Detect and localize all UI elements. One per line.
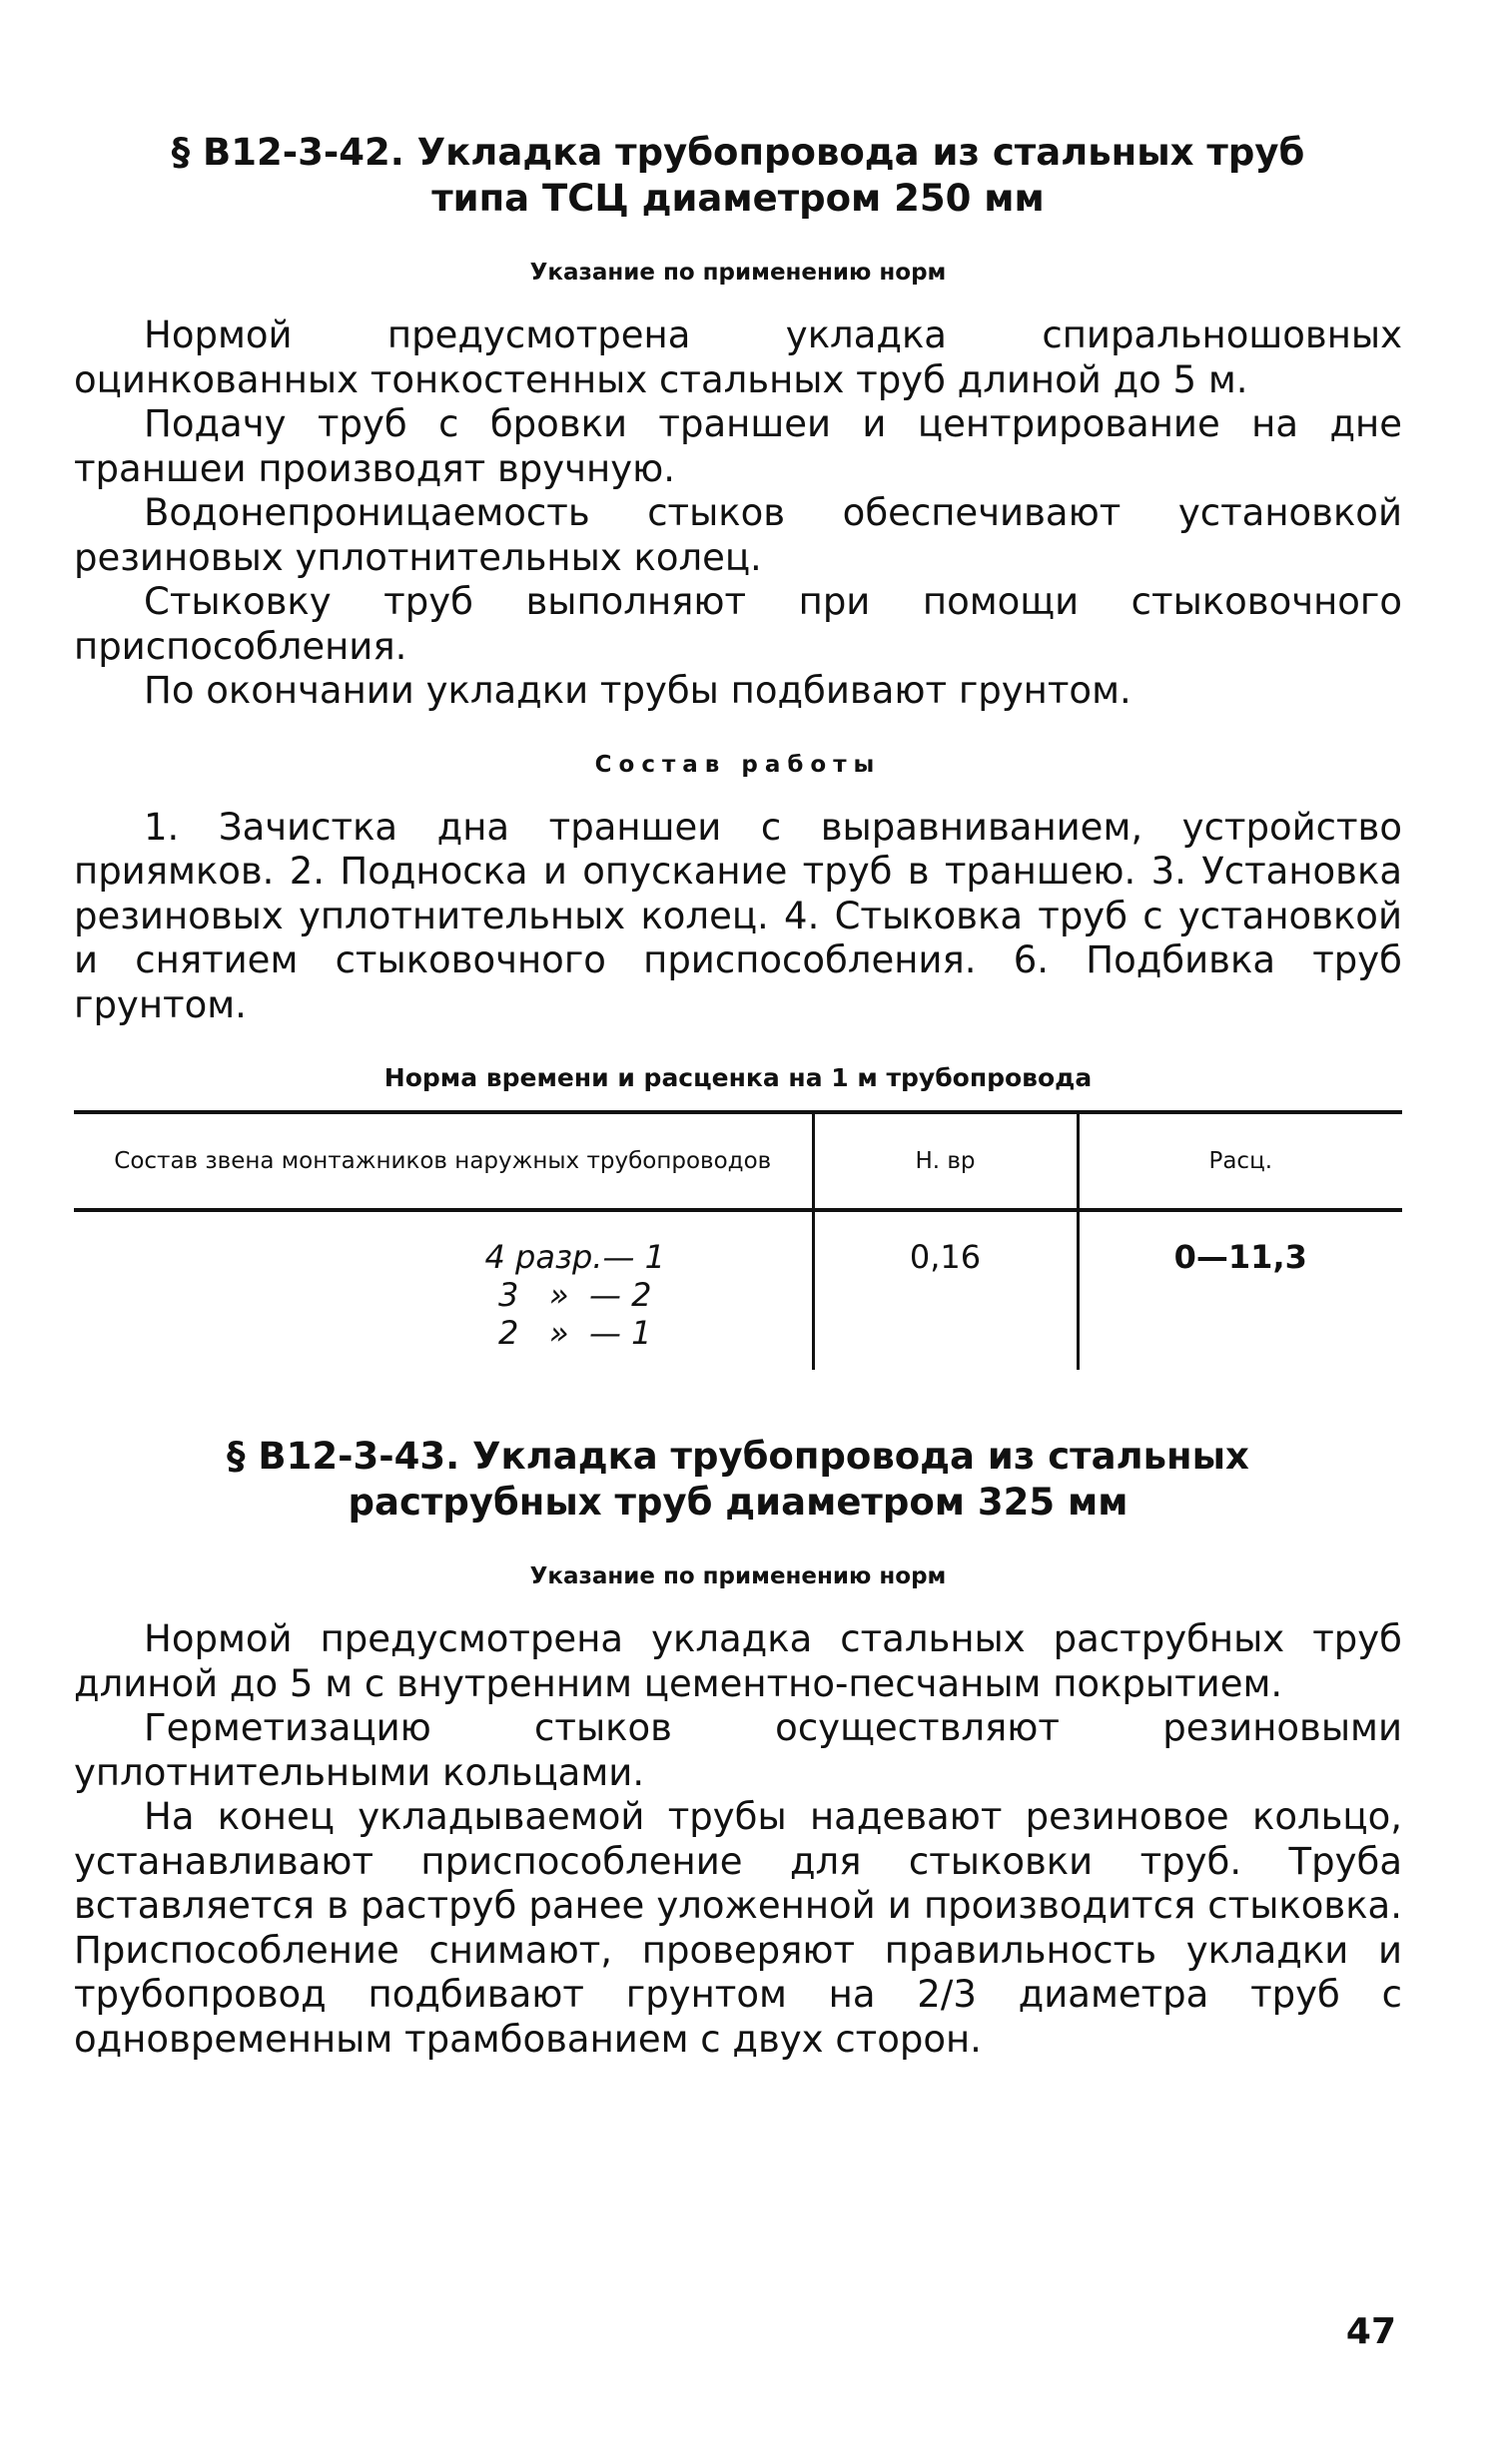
page-number: 47	[1345, 2311, 1396, 2352]
rate-cell: 0—11,3	[1078, 1210, 1402, 1370]
table-row	[74, 1210, 1402, 1370]
section-b12-3-43	[74, 1434, 1402, 2062]
col-header-crew: Состав звена монтажников наружных трубопроводов	[74, 1112, 813, 1210]
norm-table	[74, 1110, 1402, 1370]
col-header-time-norm: Н. вр	[813, 1112, 1078, 1210]
section-title-line2: типа ТСЦ диаметром 250 мм	[431, 177, 1045, 220]
paragraph: Нормой предусмотрена укладка стальных раструбных труб длиной до 5 м с внутренним цементно-песчаным покрытием.	[74, 1617, 1402, 1705]
section-title-line1: § В12-3-43. Укладка трубопровода из стальных	[227, 1435, 1249, 1478]
work-heading: Состав работы	[594, 751, 882, 778]
document-page	[74, 130, 1402, 2062]
section-title-line1: § В12-3-42. Укладка трубопровода из стальных труб	[171, 131, 1305, 174]
section-b12-3-42	[74, 130, 1402, 1370]
crew-line: 3 » — 2	[498, 1276, 652, 1314]
table-caption: Норма времени и расценка на 1 м трубопровода	[383, 1063, 1093, 1092]
col-header-rate: Расц.	[1078, 1112, 1402, 1210]
instruction-heading: Указание по применению норм	[529, 1563, 947, 1589]
table-header-row	[74, 1112, 1402, 1210]
crew-line: 4 разр.— 1	[484, 1238, 665, 1276]
work-composition-text: 1. Зачистка дна траншеи с выравниванием, устройство приямков. 2. Подноска и опускание труб в траншею. 3. Установка резиновых уплотнительных колец. 4. Стыковка труб с установкой и снятием стыковочного приспособления. 6. Подбивка труб грунтом.	[74, 805, 1402, 1026]
crew-line: 2 » — 1	[498, 1314, 652, 1352]
paragraph: Стыковку труб выполняют при помощи стыковочного приспособления.	[74, 580, 1402, 668]
crew-cell	[74, 1210, 813, 1370]
time-norm-cell: 0,16	[813, 1210, 1078, 1370]
instruction-heading: Указание по применению норм	[529, 260, 947, 286]
paragraph: Герметизацию стыков осуществляют резиновыми уплотнительными кольцами.	[74, 1706, 1402, 1794]
paragraph: Подачу труб с бровки траншеи и центрирование на дне траншеи производят вручную.	[74, 402, 1402, 490]
paragraph: Водонепроницаемость стыков обеспечивают установкой резиновых уплотнительных колец.	[74, 491, 1402, 579]
paragraph: На конец укладываемой трубы надевают резиновое кольцо, устанавливают приспособление для стыковки труб. Труба вставляется в раструб ранее уложенной и производится стыковка. Приспособление снимают, проверяют правильность укладки и трубопровод подбивают грунтом на 2/3 диаметра труб с одновременным трамбованием с двух сторон.	[74, 1795, 1402, 2061]
paragraph: По окончании укладки трубы подбивают грунтом.	[144, 669, 1131, 712]
paragraph: Нормой предусмотрена укладка спиральношовных оцинкованных тонкостенных стальных труб длиной до 5 м.	[74, 313, 1402, 401]
section-title-line2: раструбных труб диаметром 325 мм	[348, 1481, 1129, 1524]
